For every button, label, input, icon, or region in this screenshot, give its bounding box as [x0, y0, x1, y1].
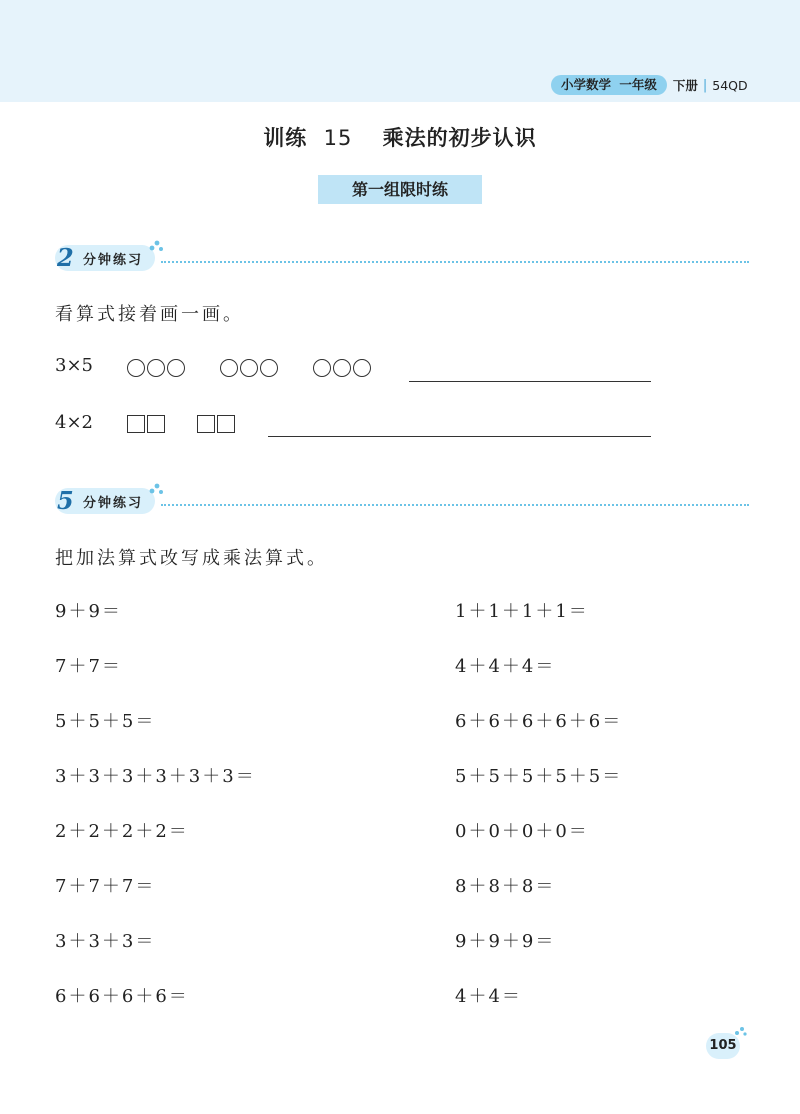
equation-right: 8＋8＋8＝ — [455, 876, 556, 897]
subject-grade-label: 小学数学 一年级 — [551, 75, 667, 95]
badge-text: 分钟练习 — [83, 253, 144, 268]
square-shape — [217, 415, 235, 433]
square-group — [197, 415, 237, 437]
circle-group — [313, 359, 373, 381]
circle-shape — [240, 359, 258, 377]
equation-left: 3＋3＋3＝ — [55, 931, 156, 952]
section-header-5min — [55, 480, 750, 514]
equation-left: 5＋5＋5＝ — [55, 711, 156, 732]
circle-shape — [167, 359, 185, 377]
equation-left: 9＋9＝ — [55, 601, 122, 622]
section-header-2min — [55, 237, 750, 271]
circle-group — [220, 359, 280, 381]
circle-shape — [333, 359, 351, 377]
equation-left: 7＋7＝ — [55, 656, 122, 677]
page-title — [0, 122, 800, 152]
title-number: 15 — [323, 126, 353, 150]
water-drops-icon — [734, 1024, 748, 1038]
equation-right: 4＋4＝ — [455, 986, 522, 1007]
equation-left: 6＋6＋6＋6＝ — [55, 986, 189, 1007]
circle-shape — [220, 359, 238, 377]
badge-number: 5 — [57, 486, 74, 515]
circle-shape — [313, 359, 331, 377]
equation-right: 1＋1＋1＋1＝ — [455, 601, 589, 622]
group-label: 第一组限时练 — [318, 175, 482, 204]
square-shape — [127, 415, 145, 433]
water-drops-icon — [148, 480, 164, 496]
equation-right: 6＋6＋6＋6＋6＝ — [455, 711, 623, 732]
square-shape — [197, 415, 215, 433]
square-shape — [147, 415, 165, 433]
timer-badge — [55, 488, 155, 514]
badge-number: 2 — [57, 243, 74, 272]
equation-right: 5＋5＋5＋5＋5＝ — [455, 766, 623, 787]
instruction-draw: 看算式接着画一画。 — [55, 304, 244, 325]
badge-text: 分钟练习 — [83, 496, 144, 511]
answer-line[interactable] — [268, 436, 651, 437]
circle-shape — [127, 359, 145, 377]
equation-right: 9＋9＋9＝ — [455, 931, 556, 952]
page-number: 105 — [706, 1033, 740, 1059]
equation-left: 7＋7＋7＝ — [55, 876, 156, 897]
dotted-divider — [161, 504, 749, 506]
circle-group — [127, 359, 187, 381]
expr-3x5: 3×5 — [55, 355, 93, 376]
equation-right: 0＋0＋0＋0＝ — [455, 821, 589, 842]
water-drops-icon — [148, 237, 164, 253]
instruction-rewrite: 把加法算式改写成乘法算式。 — [55, 548, 328, 569]
book-code: 54QD — [712, 77, 748, 93]
circle-shape — [147, 359, 165, 377]
book-header — [551, 75, 748, 95]
circle-shape — [353, 359, 371, 377]
equation-right: 4＋4＋4＝ — [455, 656, 556, 677]
header-divider: | — [702, 77, 708, 93]
equation-left: 2＋2＋2＋2＝ — [55, 821, 189, 842]
dotted-divider — [161, 261, 749, 263]
volume-label: 下册 — [672, 78, 698, 93]
square-group — [127, 415, 167, 437]
title-text: 乘法的初步认识 — [382, 126, 537, 150]
title-prefix: 训练 — [263, 126, 308, 150]
timer-badge — [55, 245, 155, 271]
circle-shape — [260, 359, 278, 377]
answer-line[interactable] — [409, 381, 651, 382]
expr-4x2: 4×2 — [55, 412, 93, 433]
equation-left: 3＋3＋3＋3＋3＋3＝ — [55, 766, 256, 787]
